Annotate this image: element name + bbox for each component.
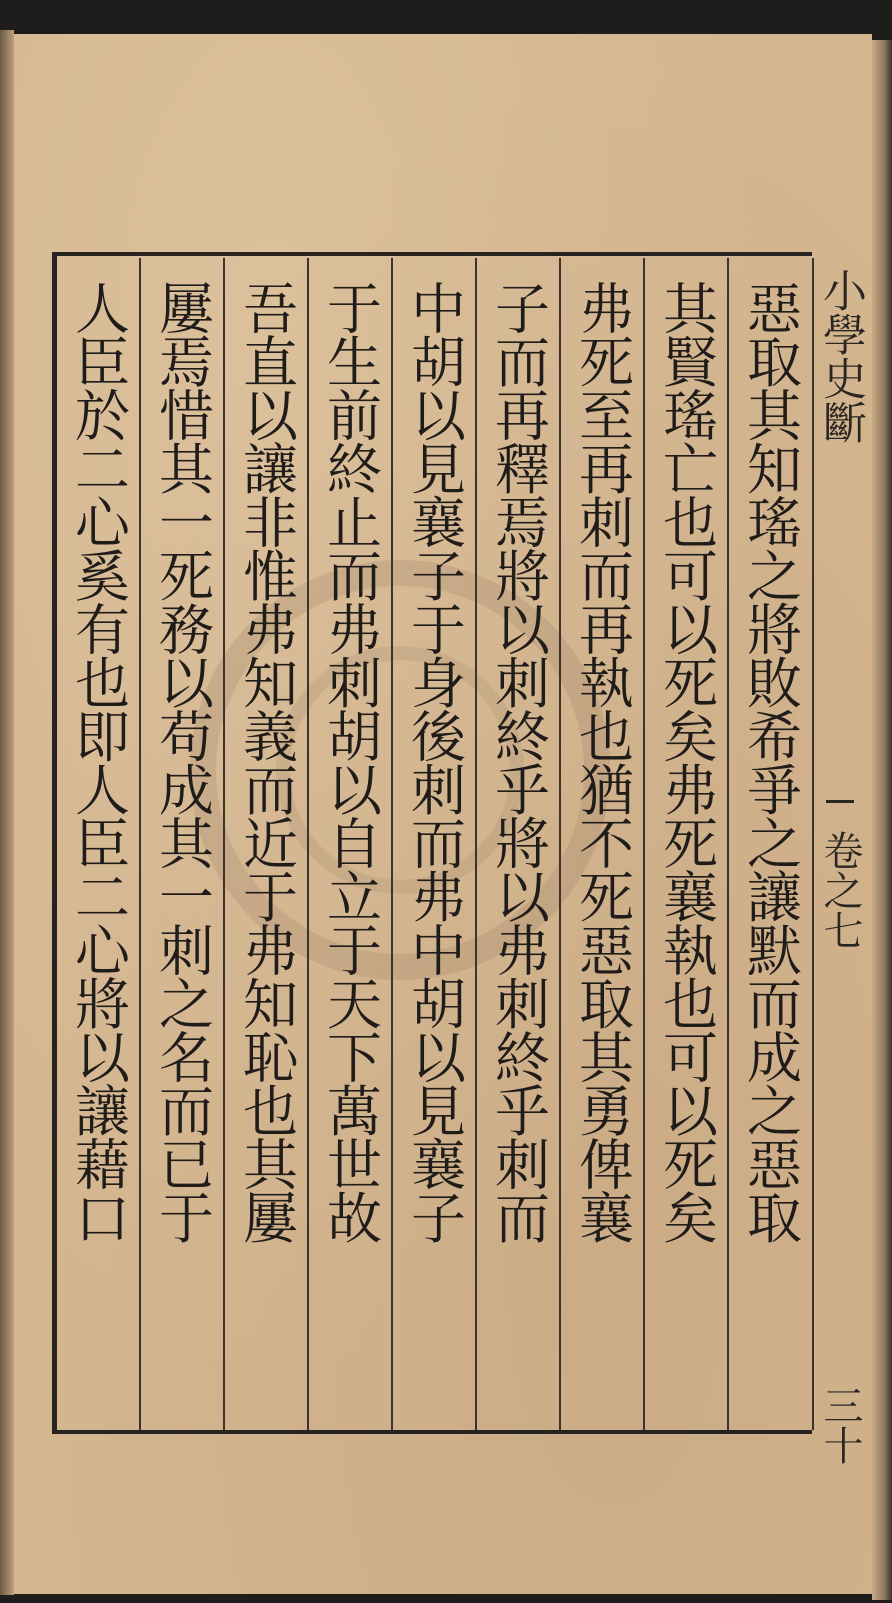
book-title: 小學史斷	[815, 268, 866, 444]
column-divider	[139, 258, 141, 1430]
column-divider	[475, 258, 477, 1430]
column-divider	[307, 258, 309, 1430]
text-column-8: 屢焉惜其一死務以苟成其一刺之名而已于	[150, 280, 214, 1243]
page-edge-left	[0, 30, 14, 1595]
text-column-9: 人臣於二心奚有也即人臣二心將以讓藉口	[66, 280, 130, 1243]
text-column-5: 中胡以見襄子于身後刺而弗中胡以見襄子	[402, 280, 466, 1243]
page-number: 三十	[817, 1385, 863, 1465]
column-divider	[727, 258, 729, 1430]
text-column-2: 其賢瑤亡也可以死矣弗死襄執也可以死矣	[654, 280, 718, 1243]
text-column-6: 于生前終止而弗刺胡以自立于天下萬世故	[318, 280, 382, 1243]
column-divider	[643, 258, 645, 1430]
text-column-3: 弗死至再刺而再執也猶不死惡取其勇俾襄	[570, 280, 634, 1243]
page-edge-right	[872, 40, 892, 1600]
text-column-4: 子而再釋焉將以刺終乎將以弗刺終乎刺而	[486, 280, 550, 1243]
text-column-7: 吾直以讓非惟弗知義而近于弗知恥也其屢	[234, 280, 298, 1243]
volume-label: 卷之七	[817, 830, 863, 950]
column-divider	[391, 258, 393, 1430]
text-column-1: 惡取其知瑤之將敗希爭之讓默而成之惡取	[738, 280, 802, 1243]
page-header-column	[812, 260, 868, 1465]
fishtail-mark	[826, 800, 854, 819]
column-divider	[223, 258, 225, 1430]
column-divider	[559, 258, 561, 1430]
